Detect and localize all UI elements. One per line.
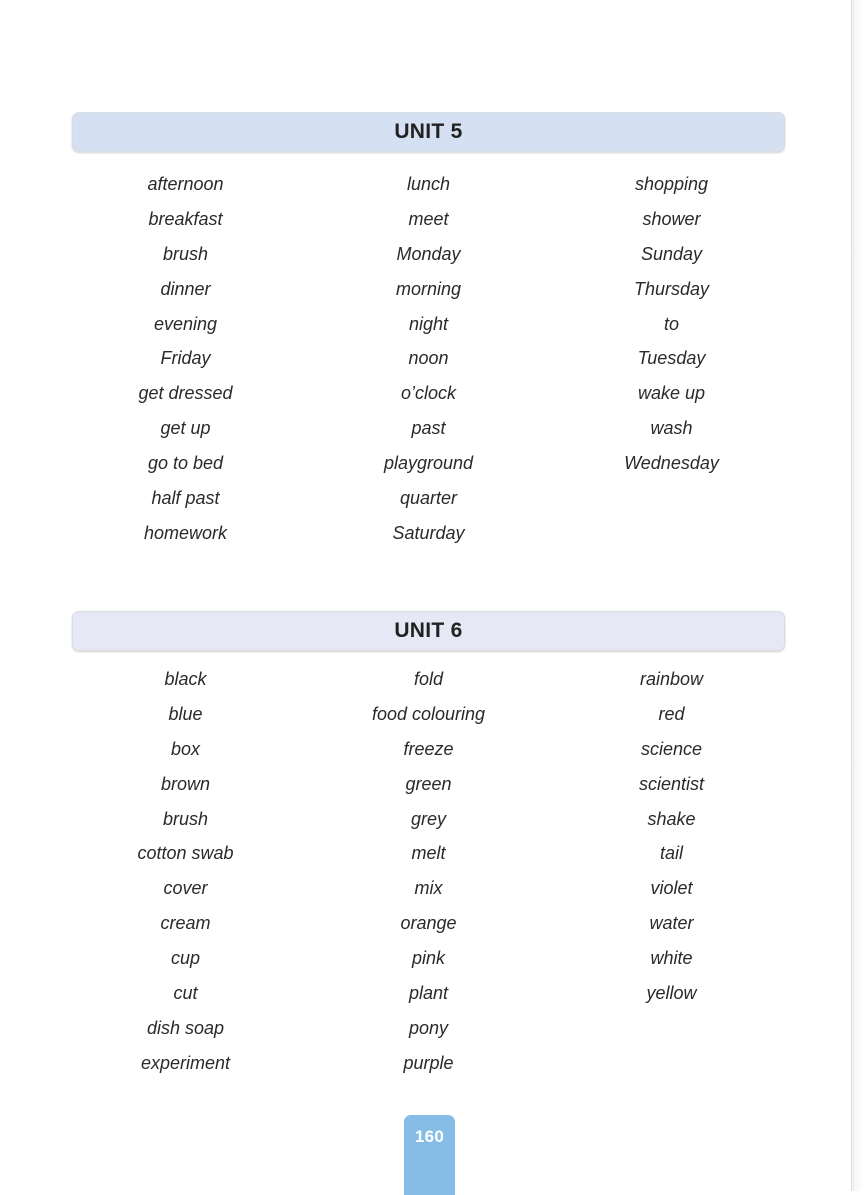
vocabulary-word: morning <box>395 278 462 299</box>
vocabulary-word: cut <box>173 983 198 1004</box>
vocabulary-word: get dressed <box>138 383 233 404</box>
vocabulary-word: grey <box>410 808 446 829</box>
vocabulary-word: food colouring <box>371 703 486 724</box>
vocabulary-word: green <box>405 773 452 794</box>
vocabulary-word: afternoon <box>147 174 224 194</box>
vocabulary-word: Saturday <box>392 522 465 543</box>
word-column <box>64 666 307 1085</box>
vocabulary-word: to <box>663 313 679 334</box>
page-number-tab <box>404 1115 455 1195</box>
vocabulary-word: shower <box>642 208 701 229</box>
vocabulary-word: evening <box>153 313 218 334</box>
vocabulary-word: Thursday <box>633 278 710 299</box>
vocabulary-word: wake up <box>637 383 706 404</box>
vocabulary-word: brown <box>160 773 211 794</box>
vocabulary-word: box <box>170 738 201 759</box>
page-number: 160 <box>414 1127 445 1146</box>
vocabulary-word: homework <box>143 522 228 543</box>
vocabulary-word: half past <box>151 488 220 509</box>
vocabulary-word: pony <box>408 1017 449 1038</box>
word-column <box>307 666 550 1085</box>
vocabulary-word: dish soap <box>146 1017 225 1038</box>
unit-5-word-list <box>64 171 794 555</box>
vocabulary-word: scientist <box>638 773 705 794</box>
vocabulary-word: cup <box>170 948 201 969</box>
unit-title: UNIT 6 <box>394 619 463 642</box>
vocabulary-word: o’clock <box>400 383 457 404</box>
word-column <box>64 171 307 555</box>
word-column <box>307 171 550 555</box>
vocabulary-word: Friday <box>160 348 211 369</box>
vocabulary-word: past <box>411 418 446 439</box>
vocabulary-word: brush <box>162 243 209 264</box>
vocabulary-word: cotton swab <box>137 843 234 864</box>
vocabulary-word: go to bed <box>147 453 224 474</box>
vocabulary-word: mix <box>414 878 443 899</box>
vocabulary-word: plant <box>408 983 449 1004</box>
vocabulary-word: Tuesday <box>637 348 706 369</box>
unit-6-word-list <box>64 666 794 1085</box>
vocabulary-word: lunch <box>406 174 451 194</box>
vocabulary-word: quarter <box>399 488 458 509</box>
vocabulary-word: get up <box>160 418 211 439</box>
vocabulary-word: fold <box>413 669 444 689</box>
vocabulary-word: tail <box>659 843 683 864</box>
unit-title: UNIT 5 <box>394 120 463 143</box>
vocabulary-word: noon <box>408 348 449 369</box>
vocabulary-word: cover <box>163 878 208 899</box>
vocabulary-word: pink <box>411 948 446 969</box>
word-column <box>550 666 793 1085</box>
vocabulary-word: brush <box>162 808 209 829</box>
vocabulary-word: meet <box>408 208 449 229</box>
vocabulary-word: experiment <box>140 1052 231 1073</box>
vocabulary-word: black <box>164 669 207 689</box>
vocabulary-word: water <box>649 913 694 934</box>
vocabulary-word: orange <box>400 913 457 934</box>
vocabulary-word: freeze <box>403 738 454 759</box>
word-column <box>550 171 793 555</box>
vocabulary-word: red <box>658 703 685 724</box>
vocabulary-word: yellow <box>646 983 697 1004</box>
vocabulary-word: playground <box>383 453 474 474</box>
vocabulary-word: Sunday <box>640 243 703 264</box>
vocabulary-word: breakfast <box>148 208 223 229</box>
vocabulary-word: wash <box>650 418 693 439</box>
vocabulary-word: blue <box>168 703 203 724</box>
vocabulary-word: white <box>650 948 693 969</box>
vocabulary-word: science <box>640 738 703 759</box>
page-edge <box>851 0 864 1191</box>
vocabulary-word: melt <box>411 843 446 864</box>
vocabulary-word: cream <box>160 913 211 934</box>
vocabulary-word: night <box>408 313 449 334</box>
vocabulary-word: shopping <box>634 174 709 194</box>
vocabulary-word: violet <box>650 878 693 899</box>
vocabulary-word: dinner <box>160 278 211 299</box>
unit-5-header <box>72 112 785 152</box>
unit-6-header <box>72 611 785 651</box>
vocabulary-word: rainbow <box>639 669 704 689</box>
vocabulary-word: purple <box>403 1052 454 1073</box>
vocabulary-word: Wednesday <box>624 453 719 474</box>
vocabulary-word: shake <box>647 808 696 829</box>
vocabulary-word: Monday <box>396 243 461 264</box>
